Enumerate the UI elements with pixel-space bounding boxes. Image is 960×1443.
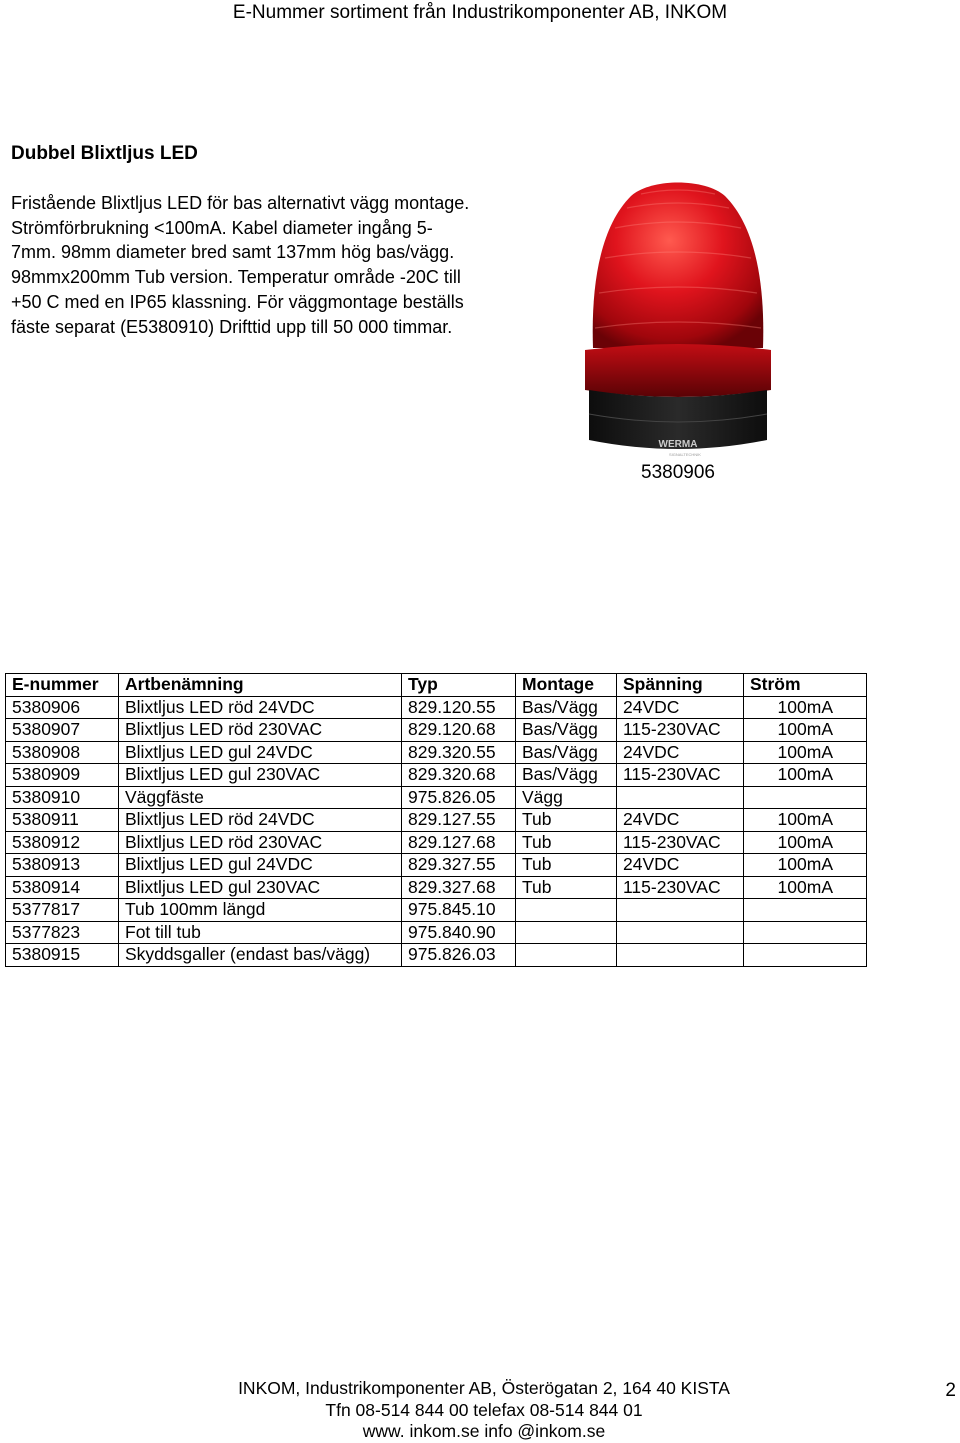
table-cell: 829.127.68	[402, 831, 516, 854]
table-row	[6, 876, 867, 899]
table-cell: Fot till tub	[119, 921, 402, 944]
table-cell	[617, 786, 744, 809]
table-cell: 975.826.03	[402, 944, 516, 967]
footer-phone: Tfn 08-514 844 00 telefax 08-514 844 01	[325, 1399, 643, 1420]
table-cell: 5377823	[6, 921, 119, 944]
table-cell: 24VDC	[617, 741, 744, 764]
column-header: Artbenämning	[119, 674, 402, 697]
table-cell	[516, 899, 617, 922]
table-cell: 100mA	[744, 741, 867, 764]
table-cell: 829.320.68	[402, 764, 516, 787]
table-cell: 115-230VAC	[617, 719, 744, 742]
table-cell	[516, 921, 617, 944]
table-row	[6, 854, 867, 877]
column-header: Spänning	[617, 674, 744, 697]
table-cell: Tub	[516, 831, 617, 854]
table-cell: Tub	[516, 876, 617, 899]
table-cell: 5380912	[6, 831, 119, 854]
table-cell: 5380908	[6, 741, 119, 764]
table-row	[6, 831, 867, 854]
table-row	[6, 764, 867, 787]
table-cell	[617, 944, 744, 967]
table-cell: Tub 100mm längd	[119, 899, 402, 922]
table-cell: 100mA	[744, 876, 867, 899]
table-cell: Blixtljus LED gul 230VAC	[119, 764, 402, 787]
table-cell: 5380911	[6, 809, 119, 832]
table-row	[6, 809, 867, 832]
description-line: 7mm. 98mm diameter bred samt 137mm hög bas/vägg.	[11, 242, 455, 263]
table-cell: 115-230VAC	[617, 876, 744, 899]
description-line: fäste separat (E5380910) Drifttid upp till 50 000 timmar.	[11, 316, 453, 337]
table-cell: 975.840.90	[402, 921, 516, 944]
table-cell: 829.327.68	[402, 876, 516, 899]
table-cell: Väggfäste	[119, 786, 402, 809]
column-header: Montage	[516, 674, 617, 697]
table-cell: 115-230VAC	[617, 764, 744, 787]
table-cell: 829.127.55	[402, 809, 516, 832]
table-cell: Bas/Vägg	[516, 719, 617, 742]
table-cell: Tub	[516, 809, 617, 832]
table-cell: Bas/Vägg	[516, 764, 617, 787]
table-cell: 24VDC	[617, 854, 744, 877]
table-cell	[617, 899, 744, 922]
table-cell: Blixtljus LED röd 230VAC	[119, 831, 402, 854]
table-cell: 5377817	[6, 899, 119, 922]
table-cell: 975.826.05	[402, 786, 516, 809]
table-row	[6, 786, 867, 809]
table-cell: Blixtljus LED gul 24VDC	[119, 741, 402, 764]
page-number: 2	[945, 1380, 956, 1401]
table-cell	[744, 921, 867, 944]
table-cell: 5380909	[6, 764, 119, 787]
table-cell: 100mA	[744, 719, 867, 742]
page-footer	[0, 1378, 960, 1443]
table-cell: 975.845.10	[402, 899, 516, 922]
table-cell	[617, 921, 744, 944]
brand-logo-text: WERMA	[658, 439, 698, 450]
table-cell: Skyddsgaller (endast bas/vägg)	[119, 944, 402, 967]
table-row	[6, 696, 867, 719]
table-cell: Bas/Vägg	[516, 741, 617, 764]
table-cell	[744, 786, 867, 809]
table-row	[6, 921, 867, 944]
column-header: E-nummer	[6, 674, 119, 697]
table-cell: 5380914	[6, 876, 119, 899]
table-cell: 829.327.55	[402, 854, 516, 877]
table-header-row	[6, 674, 867, 697]
table-cell: 5380913	[6, 854, 119, 877]
table-cell: Vägg	[516, 786, 617, 809]
table-cell: 115-230VAC	[617, 831, 744, 854]
table-cell: 5380906	[6, 696, 119, 719]
footer-web: www. inkom.se info @inkom.se	[362, 1421, 606, 1442]
table-cell: 100mA	[744, 831, 867, 854]
column-header: Typ	[402, 674, 516, 697]
table-cell: 24VDC	[617, 809, 744, 832]
table-cell: 5380910	[6, 786, 119, 809]
table-cell: 24VDC	[617, 696, 744, 719]
table-cell: Bas/Vägg	[516, 696, 617, 719]
product-description	[11, 191, 551, 339]
table-row	[6, 719, 867, 742]
description-line: Strömförbrukning <100mA. Kabel diameter ingång 5-	[11, 217, 433, 238]
table-cell: Blixtljus LED gul 230VAC	[119, 876, 402, 899]
description-line: Fristående Blixtljus LED för bas alternativt vägg montage.	[11, 193, 470, 213]
table-row	[6, 899, 867, 922]
table-cell: 829.120.68	[402, 719, 516, 742]
product-table	[5, 673, 867, 967]
brand-logo-subtext: SIGNALTECHNIK	[669, 452, 701, 457]
table-row	[6, 944, 867, 967]
table-cell: 5380915	[6, 944, 119, 967]
description-line: 98mmx200mm Tub version. Temperatur område -20C till	[11, 267, 461, 288]
table-cell: 100mA	[744, 764, 867, 787]
product-photo	[581, 168, 775, 462]
page-header: E-Nummer sortiment från Industrikomponenter AB, INKOM	[232, 2, 728, 23]
column-header: Ström	[744, 674, 867, 697]
table-cell	[744, 899, 867, 922]
table-cell: 829.120.55	[402, 696, 516, 719]
table-cell: 5380907	[6, 719, 119, 742]
table-cell	[744, 944, 867, 967]
table-cell: 100mA	[744, 809, 867, 832]
footer-address: INKOM, Industrikomponenter AB, Österögatan 2, 164 40 KISTA	[238, 1378, 730, 1398]
description-line: +50 C med en IP65 klassning. För väggmontage beställs	[11, 291, 464, 312]
table-cell: Blixtljus LED röd 24VDC	[119, 809, 402, 832]
table-cell: 100mA	[744, 854, 867, 877]
product-title: Dubbel Blixtljus LED	[11, 143, 198, 164]
table-cell: 829.320.55	[402, 741, 516, 764]
table-cell: Blixtljus LED gul 24VDC	[119, 854, 402, 877]
image-caption: 5380906	[641, 462, 715, 483]
table-cell: Blixtljus LED röd 24VDC	[119, 696, 402, 719]
table-cell	[516, 944, 617, 967]
table-cell: Tub	[516, 854, 617, 877]
table-cell: 100mA	[744, 696, 867, 719]
table-row	[6, 741, 867, 764]
table-cell: Blixtljus LED röd 230VAC	[119, 719, 402, 742]
